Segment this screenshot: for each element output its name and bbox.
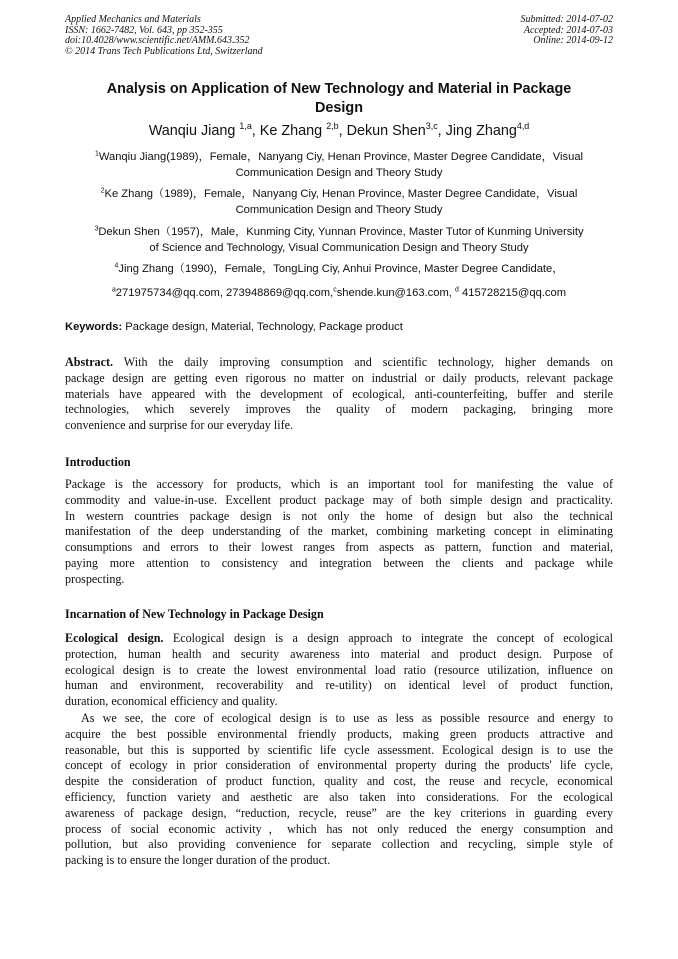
keywords-text: Package design, Material, Technology, Package product bbox=[122, 321, 403, 333]
author-emails bbox=[65, 286, 613, 302]
abstract bbox=[65, 355, 613, 434]
abstract-line: package design are getting even rigorous no matter on industrial or daily products, relevant package bbox=[65, 370, 613, 385]
affiliation-text: Jing Zhang（1990)，Female，TongLing Ciy, Anhui Province, Master Degree Candidate， bbox=[118, 263, 564, 275]
online-date: Online: 2014-09-12 bbox=[533, 35, 613, 47]
email-marker: d bbox=[455, 286, 459, 294]
ecological-design-paragraph bbox=[65, 631, 613, 710]
accepted-date: Accepted: 2014-07-03 bbox=[523, 24, 613, 36]
email-link[interactable]: 271975734@qq.com, 273948869@qq.com, bbox=[115, 287, 334, 299]
body-line: manifestation of the deep understanding of the market, combining marketing concept in eliminating bbox=[65, 524, 613, 539]
email-link[interactable]: 415728215@qq.com bbox=[458, 287, 567, 299]
keywords bbox=[65, 320, 403, 334]
email-marker: a bbox=[111, 286, 116, 294]
introduction-paragraph bbox=[65, 477, 613, 588]
author-name: , Ke Zhang bbox=[251, 123, 327, 139]
affiliation-marker: 1 bbox=[94, 150, 99, 158]
affiliation-marker: 2 bbox=[100, 187, 105, 195]
email-marker: c bbox=[333, 286, 337, 294]
affiliation-3 bbox=[65, 225, 613, 256]
journal-copyright: © 2014 Trans Tech Publications Ltd, Switzerland bbox=[65, 45, 263, 57]
body-line: commodity and value-in-use. Excellent product package may of both simple design and practicality. bbox=[65, 492, 613, 507]
author-marker: 1,a bbox=[239, 121, 252, 132]
author-name: Wanqiu Jiang bbox=[148, 123, 240, 139]
body-line: process of social economic activity，which has not only reduced the energy consumption and bbox=[65, 821, 613, 836]
abstract-label: Abstract. bbox=[65, 355, 114, 369]
abstract-line: convenience and surprise for our everyday life. bbox=[65, 418, 294, 433]
body-line: acquire the best possible environmental friendly products, making green products attractive and bbox=[65, 726, 613, 741]
body-line: packing is to ensure the longer duration of the product. bbox=[65, 853, 331, 868]
body-line: paying more attention to consistency and integration between the clients and package while bbox=[65, 555, 613, 570]
body-line: As we see, the core of ecological design is to use as less as possible resource and energy to bbox=[81, 711, 613, 725]
paper-title-line: Design bbox=[315, 100, 363, 116]
journal-issn: ISSN: 1662-7482, Vol. 643, pp 352-355 bbox=[65, 24, 223, 36]
section-heading-introduction: Introduction bbox=[65, 455, 131, 469]
affiliation-text: Ke Zhang（1989)，Female，Nanyang Ciy, Henan Province, Master Degree Candidate，Visual bbox=[104, 188, 578, 200]
journal-name: Applied Mechanics and Materials bbox=[65, 14, 201, 25]
author-marker: 3,c bbox=[425, 121, 438, 132]
paper-title bbox=[65, 80, 613, 118]
ecological-design-label: Ecological design. bbox=[65, 631, 164, 645]
affiliation-2 bbox=[65, 187, 613, 218]
journal-doi[interactable]: doi:10.4028/www.scientific.net/AMM.643.352 bbox=[65, 35, 250, 47]
author-list bbox=[65, 122, 613, 140]
abstract-line: technologies, which severely improves the quality of modern packaging, bringing more bbox=[65, 402, 613, 417]
affiliation-text: Communication Design and Theory Study bbox=[235, 203, 443, 216]
body-line: reasonable, but this is supported by scientific life cycle assessment. Ecological design is to use the bbox=[65, 742, 613, 757]
body-line: consumptions and errors to their lowest ranges from aspects as pattern, function and material, bbox=[65, 540, 613, 555]
body-line: In western countries package design is not only the home of design but also the technical bbox=[65, 508, 613, 523]
email-link[interactable]: shende.kun@163.com, bbox=[336, 287, 456, 299]
abstract-line: materials have appeared with the development of ecological, anti-counterfeiting, buffer and sterile bbox=[65, 386, 613, 401]
affiliation-text: Wanqiu Jiang(1989)，Female，Nanyang Ciy, Henan Province, Master Degree Candidate，Visual bbox=[98, 151, 584, 163]
abstract-line: With the daily improving consumption and scientific technology, higher demands on bbox=[113, 355, 613, 369]
submitted-date: Submitted: 2014-07-02 bbox=[520, 14, 613, 25]
section-heading-incarnation: Incarnation of New Technology in Package Design bbox=[65, 607, 324, 621]
body-line: prospecting. bbox=[65, 571, 125, 586]
affiliation-4 bbox=[65, 262, 613, 278]
body-line: concept of ecology in prior consideration of environmental property during the products' life cycle, bbox=[65, 758, 613, 773]
submission-dates bbox=[521, 15, 614, 47]
affiliation-marker: 3 bbox=[94, 225, 99, 233]
author-name: , Dekun Shen bbox=[338, 123, 426, 139]
journal-info bbox=[65, 15, 263, 57]
body-line: human and environment, recoverability and re-utility) on identical level of product function, bbox=[65, 678, 613, 693]
affiliation-text: of Science and Technology, Visual Communication Design and Theory Study bbox=[149, 241, 529, 254]
body-line: Ecological design is a design approach to integrate the concept of ecological bbox=[163, 631, 613, 645]
author-marker: 4,d bbox=[516, 121, 530, 132]
affiliation-1 bbox=[65, 150, 613, 181]
body-line: pollution, but also providing convenience for separate collection and recycling, simple style of bbox=[65, 837, 613, 852]
paper-title-line: Analysis on Application of New Technology and Material in Package bbox=[106, 81, 572, 97]
affiliation-marker: 4 bbox=[114, 262, 119, 270]
body-line: ecological design is to create the lowest environmental load ratio (resource utilization, influence on bbox=[65, 662, 613, 677]
affiliation-text: Dekun Shen（1957)，Male，Kunming City, Yunnan Province, Master Tutor of Kunming University bbox=[98, 226, 584, 238]
body-line: despite the consideration of product function, quality and cost, the reuse and recycle, economical bbox=[65, 774, 613, 789]
author-name: , Jing Zhang bbox=[437, 123, 517, 139]
affiliation-text: Communication Design and Theory Study bbox=[235, 166, 443, 179]
keywords-label: Keywords: bbox=[65, 321, 123, 333]
body-line: awareness of package design, “reduction, recycle, reuse” are the key criterions in guarding every bbox=[65, 805, 613, 820]
author-marker: 2,b bbox=[326, 121, 339, 132]
body-line: duration, economical efficiency and quality. bbox=[65, 694, 278, 709]
body-line: Package is the accessory for products, which is an important tool for manifesting the value of bbox=[65, 477, 613, 491]
ecological-core-paragraph bbox=[65, 711, 613, 869]
body-line: efficiency, function variety and aesthetic are also taken into considerations. For the ecological bbox=[65, 789, 613, 804]
body-line: protection, human health and security awareness into material and product design. Purpose of bbox=[65, 646, 613, 661]
